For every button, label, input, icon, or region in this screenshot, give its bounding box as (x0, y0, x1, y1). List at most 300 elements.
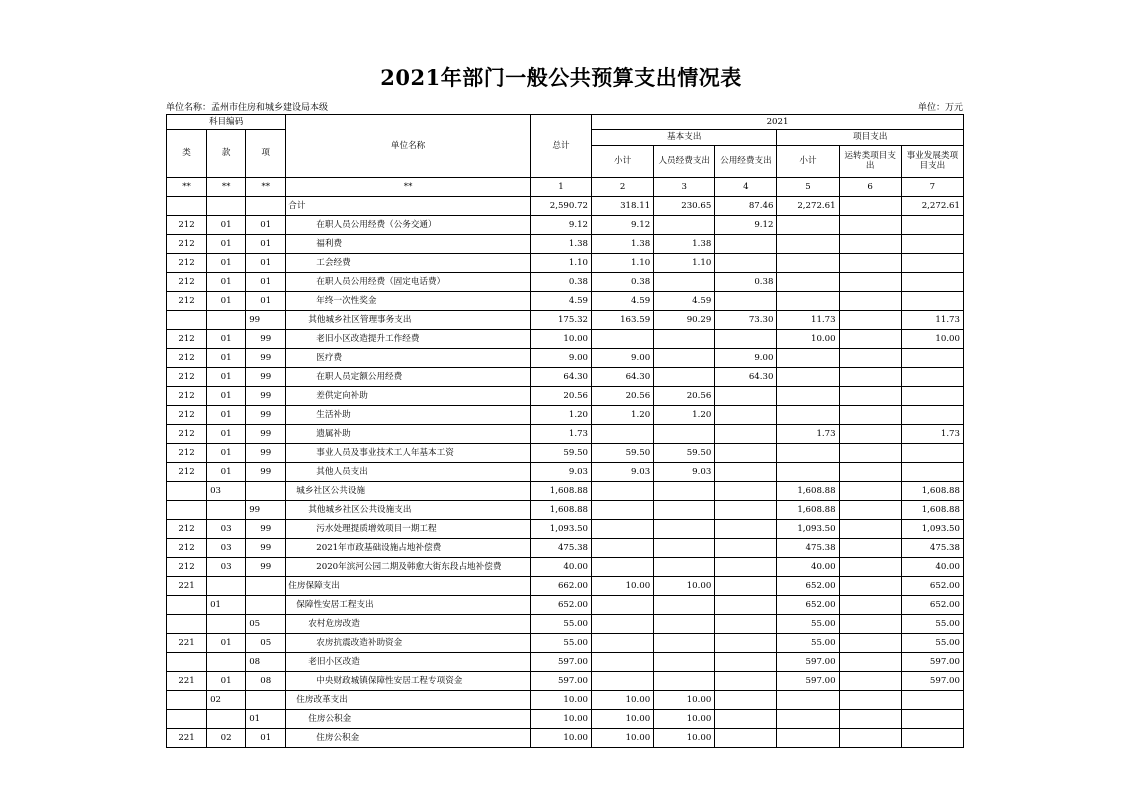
table-body (167, 197, 964, 748)
index-cell: 6 (839, 178, 901, 197)
index-cell: 3 (654, 178, 715, 197)
total-value: 597.00 (530, 672, 591, 691)
project-subtotal (777, 710, 839, 729)
personnel-value (654, 653, 715, 672)
project-subtotal (777, 444, 839, 463)
code-lei: 212 (167, 235, 207, 254)
project-subtotal (777, 691, 839, 710)
personnel-value (654, 330, 715, 349)
public-value (715, 520, 777, 539)
development-value: 597.00 (901, 653, 963, 672)
total-value: 1,608.88 (530, 482, 591, 501)
public-value (715, 292, 777, 311)
basic-subtotal (592, 596, 654, 615)
public-value (715, 653, 777, 672)
code-lei: 212 (167, 273, 207, 292)
code-lei (167, 710, 207, 729)
code-lei: 212 (167, 349, 207, 368)
total-value: 55.00 (530, 634, 591, 653)
total-value: 1.10 (530, 254, 591, 273)
basic-subtotal (592, 539, 654, 558)
operation-value (839, 311, 901, 330)
development-value (901, 292, 963, 311)
public-value (715, 634, 777, 653)
item-name: 住房公积金 (286, 710, 531, 729)
development-value: 652.00 (901, 577, 963, 596)
item-name: 老旧小区改造提升工作经费 (286, 330, 531, 349)
public-value (715, 577, 777, 596)
index-cell: 5 (777, 178, 839, 197)
code-kuan: 02 (207, 691, 246, 710)
code-xiang: 99 (246, 520, 286, 539)
code-xiang: 05 (246, 634, 286, 653)
table-row (167, 292, 964, 311)
code-kuan: 01 (207, 406, 246, 425)
code-lei: 221 (167, 729, 207, 748)
item-name: 中央财政城镇保障性安居工程专项资金 (286, 672, 531, 691)
table-row (167, 406, 964, 425)
personnel-value: 4.59 (654, 292, 715, 311)
development-value (901, 691, 963, 710)
table-row (167, 634, 964, 653)
code-kuan: 01 (207, 235, 246, 254)
basic-subtotal: 9.00 (592, 349, 654, 368)
personnel-value (654, 368, 715, 387)
code-kuan: 03 (207, 539, 246, 558)
basic-subtotal: 9.03 (592, 463, 654, 482)
item-name: 2021年市政基础设施占地补偿费 (286, 539, 531, 558)
table-row (167, 311, 964, 330)
operation-value (839, 710, 901, 729)
personnel-value (654, 615, 715, 634)
code-kuan (207, 710, 246, 729)
table-row (167, 216, 964, 235)
code-kuan: 01 (207, 273, 246, 292)
header-basic-subtotal: 小计 (592, 146, 654, 178)
basic-subtotal: 1.38 (592, 235, 654, 254)
total-value: 40.00 (530, 558, 591, 577)
operation-value (839, 330, 901, 349)
public-value (715, 235, 777, 254)
public-value: 9.00 (715, 349, 777, 368)
code-xiang (246, 596, 286, 615)
code-kuan: 01 (207, 330, 246, 349)
basic-subtotal (592, 520, 654, 539)
total-value: 0.38 (530, 273, 591, 292)
development-value: 10.00 (901, 330, 963, 349)
basic-subtotal: 1.10 (592, 254, 654, 273)
personnel-value: 90.29 (654, 311, 715, 330)
personnel-value (654, 672, 715, 691)
code-lei: 212 (167, 558, 207, 577)
table-row (167, 520, 964, 539)
total-value: 10.00 (530, 691, 591, 710)
total-value: 9.12 (530, 216, 591, 235)
code-lei (167, 615, 207, 634)
project-subtotal: 11.73 (777, 311, 839, 330)
project-subtotal: 597.00 (777, 653, 839, 672)
basic-subtotal (592, 501, 654, 520)
public-value (715, 463, 777, 482)
table-row (167, 254, 964, 273)
code-kuan: 01 (207, 463, 246, 482)
operation-value (839, 596, 901, 615)
public-value: 0.38 (715, 273, 777, 292)
project-subtotal (777, 292, 839, 311)
table-row (167, 596, 964, 615)
header-development: 事业发展类项目支出 (901, 146, 963, 178)
code-kuan: 01 (207, 216, 246, 235)
personnel-value: 10.00 (654, 710, 715, 729)
index-cell: 1 (530, 178, 591, 197)
personnel-value: 230.65 (654, 197, 715, 216)
code-lei: 212 (167, 387, 207, 406)
project-subtotal: 597.00 (777, 672, 839, 691)
public-value (715, 254, 777, 273)
table-row (167, 368, 964, 387)
item-name: 在职人员公用经费（固定电话费） (286, 273, 531, 292)
project-subtotal: 10.00 (777, 330, 839, 349)
project-subtotal (777, 254, 839, 273)
code-xiang: 99 (246, 501, 286, 520)
code-xiang (246, 197, 286, 216)
code-xiang: 01 (246, 710, 286, 729)
operation-value (839, 425, 901, 444)
project-subtotal: 55.00 (777, 634, 839, 653)
code-lei: 212 (167, 254, 207, 273)
table-row (167, 615, 964, 634)
project-subtotal: 652.00 (777, 577, 839, 596)
code-xiang: 01 (246, 216, 286, 235)
development-value: 652.00 (901, 596, 963, 615)
code-xiang: 99 (246, 349, 286, 368)
operation-value (839, 634, 901, 653)
public-value: 9.12 (715, 216, 777, 235)
basic-subtotal: 10.00 (592, 577, 654, 596)
index-cell: ** (167, 178, 207, 197)
project-subtotal: 55.00 (777, 615, 839, 634)
header-code-group: 科目编码 (167, 115, 286, 130)
code-lei: 221 (167, 577, 207, 596)
code-kuan (207, 577, 246, 596)
personnel-value (654, 425, 715, 444)
operation-value (839, 615, 901, 634)
index-cell: 4 (715, 178, 777, 197)
item-name: 老旧小区改造 (286, 653, 531, 672)
item-name: 福利费 (286, 235, 531, 254)
code-lei: 221 (167, 672, 207, 691)
item-name: 住房公积金 (286, 729, 531, 748)
code-lei: 212 (167, 330, 207, 349)
code-lei: 212 (167, 292, 207, 311)
code-xiang: 99 (246, 406, 286, 425)
public-value (715, 558, 777, 577)
development-value (901, 235, 963, 254)
project-subtotal: 1,608.88 (777, 501, 839, 520)
header-unit-name: 单位名称 (286, 115, 531, 178)
basic-subtotal (592, 425, 654, 444)
operation-value (839, 292, 901, 311)
public-value (715, 729, 777, 748)
public-value (715, 672, 777, 691)
code-lei (167, 482, 207, 501)
operation-value (839, 406, 901, 425)
operation-value (839, 463, 901, 482)
public-value (715, 615, 777, 634)
item-name: 2020年滨河公园二期及韩愈大街东段占地补偿费 (286, 558, 531, 577)
operation-value (839, 387, 901, 406)
basic-subtotal (592, 482, 654, 501)
basic-subtotal: 10.00 (592, 691, 654, 710)
table-row (167, 387, 964, 406)
personnel-value (654, 216, 715, 235)
code-lei: 212 (167, 368, 207, 387)
project-subtotal (777, 729, 839, 748)
code-lei (167, 311, 207, 330)
development-value: 1,608.88 (901, 501, 963, 520)
table-row (167, 235, 964, 254)
personnel-value (654, 520, 715, 539)
operation-value (839, 653, 901, 672)
development-value: 1,093.50 (901, 520, 963, 539)
basic-subtotal: 59.50 (592, 444, 654, 463)
code-xiang: 01 (246, 254, 286, 273)
project-subtotal (777, 387, 839, 406)
item-name: 在职人员公用经费（公务交通） (286, 216, 531, 235)
table-row (167, 197, 964, 216)
code-kuan: 03 (207, 520, 246, 539)
table-row (167, 444, 964, 463)
header-project: 项目支出 (777, 130, 964, 146)
operation-value (839, 254, 901, 273)
total-value: 1.38 (530, 235, 591, 254)
basic-subtotal (592, 330, 654, 349)
operation-value (839, 235, 901, 254)
code-xiang (246, 691, 286, 710)
table-row (167, 273, 964, 292)
total-value: 59.50 (530, 444, 591, 463)
total-value: 175.32 (530, 311, 591, 330)
code-xiang: 99 (246, 368, 286, 387)
table-row (167, 691, 964, 710)
item-name: 生活补助 (286, 406, 531, 425)
unit-name: 单位名称：孟州市住房和城乡建设局本级 (166, 103, 329, 113)
project-subtotal (777, 273, 839, 292)
code-xiang: 99 (246, 311, 286, 330)
operation-value (839, 558, 901, 577)
project-subtotal: 1,608.88 (777, 482, 839, 501)
code-lei: 221 (167, 634, 207, 653)
personnel-value (654, 634, 715, 653)
personnel-value: 10.00 (654, 691, 715, 710)
code-xiang: 99 (246, 330, 286, 349)
table-row (167, 482, 964, 501)
development-value (901, 710, 963, 729)
code-kuan (207, 501, 246, 520)
code-kuan: 03 (207, 558, 246, 577)
total-value: 662.00 (530, 577, 591, 596)
development-value (901, 444, 963, 463)
header-kuan: 款 (207, 130, 246, 178)
code-lei: 212 (167, 406, 207, 425)
code-kuan (207, 311, 246, 330)
code-kuan: 01 (207, 672, 246, 691)
code-kuan (207, 615, 246, 634)
project-subtotal (777, 368, 839, 387)
development-value: 55.00 (901, 634, 963, 653)
personnel-value: 59.50 (654, 444, 715, 463)
total-value: 64.30 (530, 368, 591, 387)
index-cell: 2 (592, 178, 654, 197)
development-value: 475.38 (901, 539, 963, 558)
operation-value (839, 520, 901, 539)
total-value: 9.03 (530, 463, 591, 482)
public-value (715, 691, 777, 710)
personnel-value: 10.00 (654, 729, 715, 748)
table-row (167, 539, 964, 558)
development-value (901, 463, 963, 482)
item-name: 年终一次性奖金 (286, 292, 531, 311)
code-xiang: 99 (246, 444, 286, 463)
total-value: 597.00 (530, 653, 591, 672)
basic-subtotal (592, 634, 654, 653)
personnel-value: 9.03 (654, 463, 715, 482)
index-cell: ** (286, 178, 531, 197)
operation-value (839, 672, 901, 691)
table-row (167, 463, 964, 482)
header-year: 2021 (592, 115, 964, 130)
code-lei (167, 501, 207, 520)
basic-subtotal: 9.12 (592, 216, 654, 235)
personnel-value (654, 558, 715, 577)
total-value: 652.00 (530, 596, 591, 615)
header-project-subtotal: 小计 (777, 146, 839, 178)
code-kuan: 01 (207, 387, 246, 406)
public-value (715, 387, 777, 406)
item-name: 工会经费 (286, 254, 531, 273)
development-value (901, 406, 963, 425)
basic-subtotal: 10.00 (592, 729, 654, 748)
table-row (167, 710, 964, 729)
code-xiang (246, 577, 286, 596)
total-value: 9.00 (530, 349, 591, 368)
table-row (167, 729, 964, 748)
code-xiang: 01 (246, 292, 286, 311)
basic-subtotal: 1.20 (592, 406, 654, 425)
item-name: 差供定向补助 (286, 387, 531, 406)
development-value: 40.00 (901, 558, 963, 577)
basic-subtotal: 4.59 (592, 292, 654, 311)
table-row (167, 653, 964, 672)
item-name: 污水处理提质增效项目一期工程 (286, 520, 531, 539)
development-value (901, 254, 963, 273)
development-value (901, 368, 963, 387)
code-xiang: 99 (246, 463, 286, 482)
code-kuan: 01 (207, 254, 246, 273)
header-personnel: 人员经费支出 (654, 146, 715, 178)
total-value: 1,093.50 (530, 520, 591, 539)
table-row (167, 349, 964, 368)
code-xiang: 99 (246, 387, 286, 406)
total-value: 10.00 (530, 729, 591, 748)
development-value (901, 729, 963, 748)
project-subtotal (777, 216, 839, 235)
public-value (715, 425, 777, 444)
operation-value (839, 444, 901, 463)
project-subtotal: 652.00 (777, 596, 839, 615)
header-basic: 基本支出 (592, 130, 777, 146)
item-name: 住房保障支出 (286, 577, 531, 596)
personnel-value: 1.10 (654, 254, 715, 273)
development-value (901, 273, 963, 292)
code-kuan: 01 (207, 368, 246, 387)
code-xiang: 99 (246, 539, 286, 558)
code-lei (167, 653, 207, 672)
personnel-value (654, 539, 715, 558)
table-row (167, 330, 964, 349)
operation-value (839, 197, 901, 216)
public-value: 73.30 (715, 311, 777, 330)
basic-subtotal (592, 558, 654, 577)
budget-table (166, 114, 964, 748)
project-subtotal (777, 406, 839, 425)
operation-value (839, 539, 901, 558)
basic-subtotal: 318.11 (592, 197, 654, 216)
public-value: 87.46 (715, 197, 777, 216)
development-value: 55.00 (901, 615, 963, 634)
code-xiang: 08 (246, 653, 286, 672)
total-value: 1,608.88 (530, 501, 591, 520)
public-value (715, 482, 777, 501)
item-name: 其他城乡社区管理事务支出 (286, 311, 531, 330)
development-value: 2,272.61 (901, 197, 963, 216)
unit-label: 单位：万元 (917, 103, 963, 113)
code-lei (167, 691, 207, 710)
public-value (715, 539, 777, 558)
page-title: 2021年部门一般公共预算支出情况表 (380, 65, 742, 90)
personnel-value (654, 273, 715, 292)
total-value: 10.00 (530, 330, 591, 349)
code-lei: 212 (167, 216, 207, 235)
item-name: 医疗费 (286, 349, 531, 368)
table-row (167, 672, 964, 691)
project-subtotal (777, 235, 839, 254)
development-value: 597.00 (901, 672, 963, 691)
total-value: 1.20 (530, 406, 591, 425)
code-kuan: 01 (207, 425, 246, 444)
item-name: 城乡社区公共设施 (286, 482, 531, 501)
development-value: 1,608.88 (901, 482, 963, 501)
code-lei (167, 596, 207, 615)
personnel-value: 1.38 (654, 235, 715, 254)
public-value (715, 406, 777, 425)
total-value: 475.38 (530, 539, 591, 558)
total-value: 4.59 (530, 292, 591, 311)
code-xiang: 99 (246, 425, 286, 444)
item-name: 在职人员定额公用经费 (286, 368, 531, 387)
table-row (167, 558, 964, 577)
code-lei: 212 (167, 539, 207, 558)
personnel-value (654, 482, 715, 501)
operation-value (839, 729, 901, 748)
item-name: 保障性安居工程支出 (286, 596, 531, 615)
operation-value (839, 691, 901, 710)
header-total: 总计 (530, 115, 591, 178)
index-cell: ** (207, 178, 246, 197)
development-value (901, 349, 963, 368)
operation-value (839, 577, 901, 596)
basic-subtotal: 20.56 (592, 387, 654, 406)
